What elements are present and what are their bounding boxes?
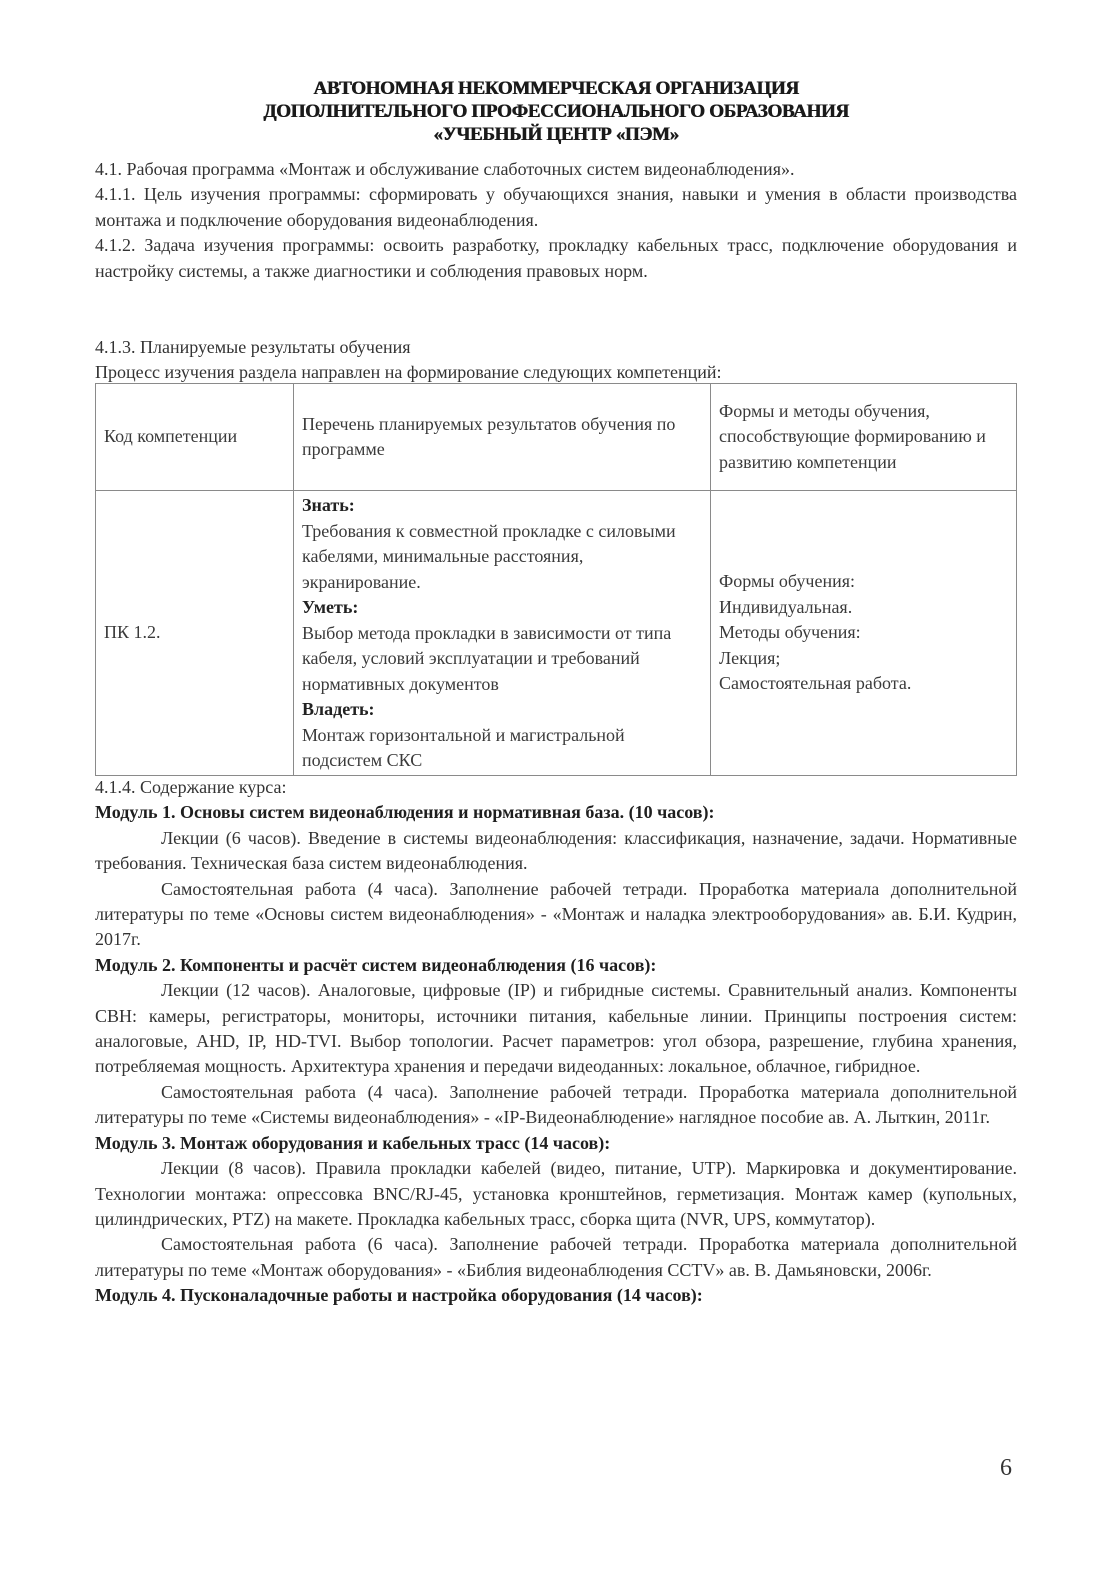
module-3-lectures: Лекции (8 часов). Правила прокладки кабелей (видео, питание, UTP). Маркировка и документирование. Технологии монтажа: опрессовка BNC/RJ-45, установка кронштейнов, герметизация. Монтаж камер (купольных, цилиндрических, PTZ) на макете. Прокладка кабельных трасс, сборка щита (NVR, UPS, коммутатор). xyxy=(95,1158,1017,1229)
forms-methods-cell xyxy=(711,491,1017,776)
know-label: Знать: xyxy=(302,495,355,515)
section-4-1: 4.1. Рабочая программа «Монтаж и обслуживание слаботочных систем видеонаблюдения». xyxy=(95,159,795,179)
own-text: Монтаж горизонтальной и магистральной подсистем СКС xyxy=(302,724,625,770)
module-1-lectures: Лекции (6 часов). Введение в системы видеонаблюдения: классификация, назначение, задачи. Нормативные требования. Техническая база систем видеонаблюдения. xyxy=(95,827,1017,874)
table-row xyxy=(96,491,1017,776)
module-2-selfwork: Самостоятельная работа (4 часа). Заполнение рабочей тетради. Проработка материала дополнительной литературы по теме «Системы видеонаблюдения» - «IP-Видеонаблюдение» наглядное пособие ав. А. Лыткин, 2011г. xyxy=(95,1081,1017,1128)
section-4-1-3: 4.1.3. Планируемые результаты обучения xyxy=(95,337,411,357)
header-line-2: ДОПОЛНИТЕЛЬНОГО ПРОФЕССИОНАЛЬНОГО ОБРАЗОВАНИЯ xyxy=(263,101,849,122)
planned-results-cell xyxy=(294,491,711,776)
header-code: Код компетенции xyxy=(96,384,294,491)
section-4-1-4: 4.1.4. Содержание курса: xyxy=(95,777,287,797)
organization-header xyxy=(95,77,1017,146)
know-text: Требования к совместной прокладке с силовыми кабелями, минимальные расстояния, экранирование. xyxy=(302,520,676,592)
methods-value-2: Самостоятельная работа. xyxy=(719,673,912,694)
page-number: 6 xyxy=(1000,1455,1012,1481)
competencies-table xyxy=(95,383,1017,776)
header-line-1: АВТОНОМНАЯ НЕКОММЕРЧЕСКАЯ ОРГАНИЗАЦИЯ xyxy=(313,78,799,99)
can-label: Уметь: xyxy=(302,597,359,617)
results-section xyxy=(95,335,1017,386)
can-text: Выбор метода прокладки в зависимости от типа кабеля, условий эксплуатации и требований нормативных документов xyxy=(302,622,672,694)
intro-section xyxy=(95,157,1017,284)
module-1-title: Модуль 1. Основы систем видеонаблюдения и нормативная база. (10 часов): xyxy=(95,802,715,823)
forms-label: Формы обучения: xyxy=(719,571,855,592)
table-header-row xyxy=(96,384,1017,491)
module-2-lectures: Лекции (12 часов). Аналоговые, цифровые (IP) и гибридные системы. Сравнительный анализ. Компоненты СВН: камеры, регистраторы, мониторы, источники питания, кабельные линии. Принципы построения систем: аналоговые, AHD, IP, HD-TVI. Выбор топологии. Расчет параметров: угол обзора, разрешение, глубина хранения, потребляемая мощность. Архитектура хранения и передачи видеоданных: локальное, облачное, гибридное. xyxy=(95,980,1017,1077)
methods-label: Методы обучения: xyxy=(719,622,861,643)
methods-value-1: Лекция; xyxy=(719,647,781,668)
forms-value: Индивидуальная. xyxy=(719,596,853,617)
module-4-title: Модуль 4. Пусконаладочные работы и настройка оборудования (14 часов): xyxy=(95,1285,703,1306)
module-3-title: Модуль 3. Монтаж оборудования и кабельных трасс (14 часов): xyxy=(95,1132,611,1153)
section-4-1-2: 4.1.2. Задача изучения программы: освоить разработку, прокладку кабельных трасс, подключение оборудования и настройку системы, а также диагностики и соблюдения правовых норм. xyxy=(95,235,1017,281)
header-line-3: «УЧЕБНЫЙ ЦЕНТР «ПЭМ» xyxy=(433,124,679,145)
module-1-selfwork: Самостоятельная работа (4 часа). Заполнение рабочей тетради. Проработка материала дополнительной литературы по теме «Основы систем видеонаблюдения» - «Монтаж и наладка электрооборудования» ав. Б.И. Кудрин, 2017г. xyxy=(95,878,1017,950)
section-4-1-1: 4.1.1. Цель изучения программы: сформировать у обучающихся знания, навыки и умения в области производства монтажа и подключение оборудования видеонаблюдения. xyxy=(95,184,1017,230)
module-2-title: Модуль 2. Компоненты и расчёт систем видеонаблюдения (16 часов): xyxy=(95,954,657,975)
competence-code: ПК 1.2. xyxy=(96,491,294,776)
process-statement: Процесс изучения раздела направлен на формирование следующих компетенций: xyxy=(95,362,722,383)
header-results: Перечень планируемых результатов обучения по программе xyxy=(294,384,711,491)
course-content-section xyxy=(95,775,1017,1309)
own-label: Владеть: xyxy=(302,699,375,719)
header-methods: Формы и методы обучения, способствующие формированию и развитию компетенции xyxy=(711,384,1017,491)
module-3-selfwork: Самостоятельная работа (6 часа). Заполнение рабочей тетради. Проработка материала дополнительной литературы по теме «Монтаж оборудования» - «Библия видеонаблюдения CCTV» ав. В. Дамьяновски, 2006г. xyxy=(95,1234,1017,1280)
